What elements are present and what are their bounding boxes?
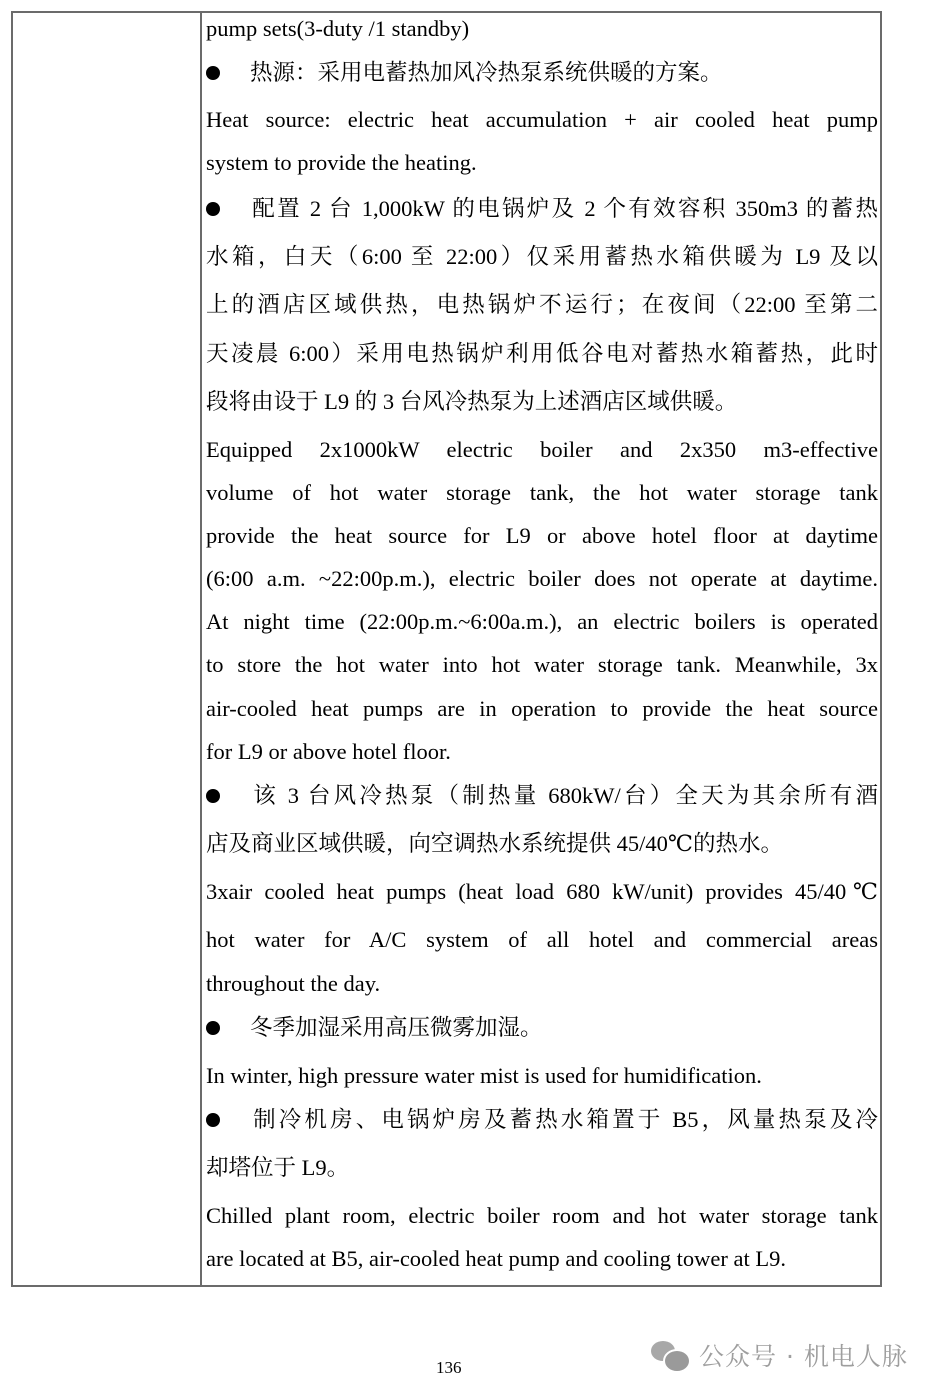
line-text: volume of hot water storage tank, the hot water storage tank	[206, 480, 878, 505]
paragraph-line	[206, 148, 878, 178]
line-text: air-cooled heat pumps are in operation to provide the heat source	[206, 696, 878, 721]
paragraph-line	[206, 607, 878, 637]
paragraph-line	[206, 737, 878, 767]
line-text: system to provide the heating.	[206, 150, 477, 175]
paragraph-line	[206, 650, 878, 680]
line-text: (6:00 a.m. ~22:00p.m.), electric boiler does not operate at daytime.	[206, 566, 878, 591]
line-text: Heat source: electric heat accumulation + air cooled heat pump	[206, 107, 878, 132]
line-text: 配置 2 台 1,000kW 的电锅炉及 2 个有效容积 350m3 的蓄热	[250, 196, 878, 221]
line-text: 热源：采用电蓄热加风冷热泵系统供暖的方案。	[250, 60, 723, 85]
paragraph-line	[206, 387, 878, 417]
line-text: In winter, high pressure water mist is used for humidification.	[206, 1063, 762, 1088]
line-text: 天凌晨 6:00）采用电热锅炉利用低谷电对蓄热水箱蓄热，此时	[206, 341, 878, 366]
paragraph-line	[206, 14, 878, 44]
line-text: for L9 or above hotel floor.	[206, 739, 451, 764]
line-text: to store the hot water into hot water storage tank. Meanwhile, 3x	[206, 652, 878, 677]
watermark-text: 公众号 · 机电人脉	[699, 1342, 908, 1371]
line-text: 却塔位于 L9。	[206, 1155, 350, 1180]
line-text: At night time (22:00p.m.~6:00a.m.), an electric boilers is operated	[206, 609, 878, 634]
line-text: are located at B5, air-cooled heat pump and cooling tower at L9.	[206, 1246, 786, 1271]
line-text: Equipped 2x1000kW electric boiler and 2x350 m3-effective	[206, 437, 878, 462]
line-text: Chilled plant room, electric boiler room and hot water storage tank	[206, 1203, 878, 1228]
bullet-paragraph-line	[206, 1105, 878, 1135]
line-text: 上的酒店区域供热，电热锅炉不运行；在夜间（22:00 至第二	[206, 292, 878, 317]
bullet-paragraph-line	[206, 194, 878, 224]
paragraph-line	[206, 694, 878, 724]
bullet-icon	[206, 58, 250, 88]
bullet-icon	[206, 781, 250, 811]
paragraph-line	[206, 564, 878, 594]
line-text: pump sets(3-duty /1 standby)	[206, 16, 470, 41]
line-text: 冬季加湿采用高压微雾加湿。	[250, 1015, 543, 1040]
table-left-cell	[13, 13, 202, 1285]
paragraph-line	[206, 521, 878, 551]
line-text: 该 3 台风冷热泵（制热量 680kW/台）全天为其余所有酒	[250, 783, 878, 808]
document-table	[11, 11, 882, 1287]
line-text: 段将由设于 L9 的 3 台风冷热泵为上述酒店区域供暖。	[206, 389, 738, 414]
bullet-paragraph-line	[206, 58, 878, 88]
bullet-icon	[206, 194, 250, 224]
page-number: 136	[436, 1358, 462, 1377]
paragraph-line	[206, 1201, 878, 1231]
line-text: 水箱，白天（6:00 至 22:00）仅采用蓄热水箱供暖为 L9 及以	[206, 244, 878, 269]
bullet-icon	[206, 1105, 250, 1135]
paragraph-line	[206, 339, 878, 369]
paragraph-line	[206, 435, 878, 465]
paragraph-line	[206, 1153, 878, 1183]
line-text: 3xair cooled heat pumps (heat load 680 kW/unit) provides 45/40℃	[206, 879, 878, 904]
paragraph-line	[206, 1244, 878, 1274]
paragraph-line	[206, 877, 878, 907]
paragraph-line	[206, 290, 878, 320]
line-text: 店及商业区域供暖，向空调热水系统提供 45/40℃的热水。	[206, 831, 784, 856]
watermark	[651, 1338, 908, 1372]
bullet-paragraph-line	[206, 1013, 878, 1043]
paragraph-line	[206, 242, 878, 272]
bullet-icon	[206, 1013, 250, 1043]
table-content-cell	[204, 13, 880, 1285]
paragraph-line	[206, 925, 878, 955]
line-text: hot water for A/C system of all hotel and commercial areas	[206, 927, 878, 952]
wechat-icon	[651, 1339, 691, 1371]
paragraph-line	[206, 478, 878, 508]
paragraph-line	[206, 829, 878, 859]
paragraph-line	[206, 1061, 878, 1091]
bullet-paragraph-line	[206, 781, 878, 811]
paragraph-line	[206, 969, 878, 999]
line-text: 制冷机房、电锅炉房及蓄热水箱置于 B5，风量热泵及冷	[250, 1107, 878, 1132]
line-text: throughout the day.	[206, 971, 381, 996]
paragraph-line	[206, 105, 878, 135]
line-text: provide the heat source for L9 or above hotel floor at daytime	[206, 523, 878, 548]
